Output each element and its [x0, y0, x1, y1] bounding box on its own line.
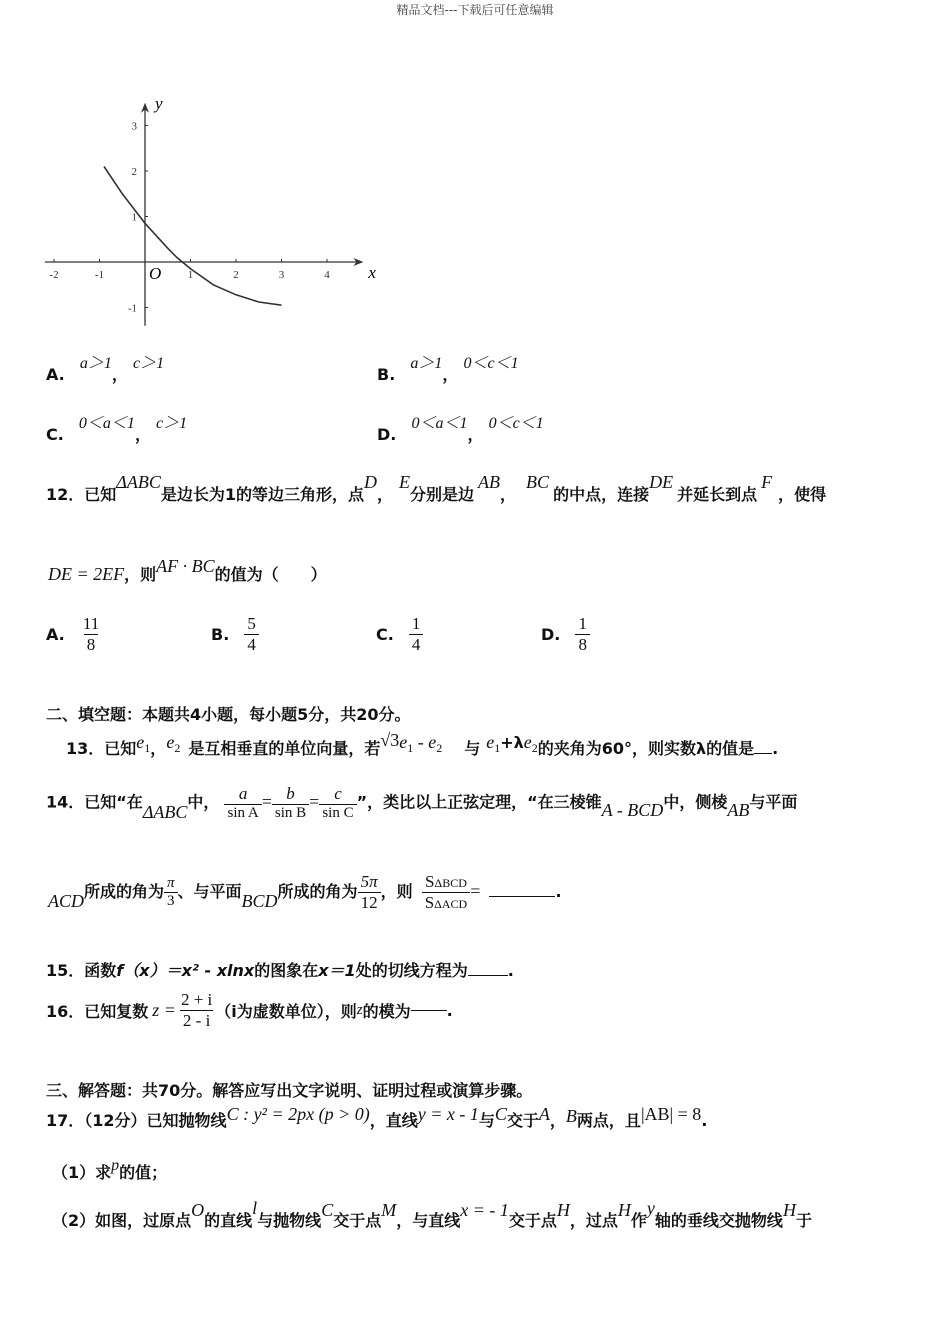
- function-graph: [30, 92, 390, 337]
- y-tick-label: 3: [131, 120, 137, 133]
- section-3-heading: 三、解答题：共70分。解答应写出文字说明、证明过程或演算步骤。: [46, 1081, 533, 1100]
- dot-product: AF · BC: [156, 556, 215, 576]
- y-tick-label: 2: [131, 166, 137, 178]
- q11-option-b[interactable]: B. a＞1， 0＜c＜1: [377, 355, 519, 384]
- option-letter: D.: [377, 425, 397, 444]
- q11-option-c[interactable]: C. 0＜a＜1， c＞1: [46, 415, 188, 444]
- option-part-2: c＞1: [156, 415, 188, 432]
- option-part-1: 0＜a＜1: [411, 415, 468, 432]
- q17-part-1: （1）求p的值；: [52, 1157, 168, 1182]
- option-letter: B.: [377, 365, 396, 384]
- answer-blank[interactable]: [489, 896, 555, 897]
- q17-part-2: （2）如图，过原点O的直线l与抛物线C交于点M，与直线x = - 1交于点H，过点H作y轴的垂线交抛物线H于: [52, 1198, 812, 1230]
- answer-blank[interactable]: [468, 975, 508, 976]
- page-header: 精品文档---下载后可任意编辑: [396, 3, 554, 17]
- option-part-2: 0＜c＜1: [488, 415, 544, 432]
- option-part-2: 0＜c＜1: [463, 355, 519, 372]
- x-tick-label: -2: [49, 269, 59, 281]
- graph-axes: [45, 103, 364, 326]
- origin-label: O: [149, 264, 162, 283]
- q12-option-a[interactable]: A. $\frac{11}{8}$: [46, 614, 100, 654]
- q14-line2: ACD所成的角为 $\frac{\pi}{3}$ 、与平面BCD所成的角为 $\frac{5\pi}{12}$ ，则 $\frac{\text{SΔBCD}}{\text{SΔACD}}$ = .: [48, 872, 562, 912]
- option-part-2: c＞1: [132, 355, 165, 372]
- option-part-1: 0＜a＜1: [78, 415, 135, 432]
- x-tick-label: 1: [187, 269, 194, 281]
- q16: 16．已知复数 z = $\frac{2 + i}{2 - i}$ （i为虚数单位），则z的模为 .: [46, 990, 453, 1030]
- q12-option-d[interactable]: D. $\frac{1}{8}$: [541, 614, 590, 655]
- x-tick-label: 4: [324, 269, 330, 281]
- q14-line1: 14．已知“在ΔABC中， $\frac{a}{\text{sin A}}$ = $\frac{b}{\text{sin B}}$ = $\frac{c}{\text{sin C}}$ ”，类比以上正弦定理，“在三棱锥A - BCD中，侧棱AB与平面: [46, 784, 798, 822]
- graph-ticks: [49, 121, 330, 315]
- triangle-symbol: ΔABC: [116, 472, 161, 492]
- q11-option-d[interactable]: D. 0＜a＜1， 0＜c＜1: [377, 415, 544, 444]
- parabola-equation: C : y² = 2px (p > 0): [226, 1104, 370, 1124]
- q12-option-c[interactable]: C. $\frac{1}{4}$: [376, 614, 423, 655]
- y-axis-label: y: [155, 93, 163, 113]
- x-tick-label: 3: [278, 269, 285, 281]
- option-letter: C.: [46, 425, 64, 444]
- option-part-1: a＞1: [79, 355, 112, 372]
- x-axis-label: x: [368, 263, 376, 282]
- option-letter: A.: [46, 365, 65, 384]
- x-tick-label: -1: [94, 269, 105, 281]
- q11-option-a[interactable]: A. a＞1， c＞1: [46, 355, 165, 384]
- section-2-heading: 二、填空题：本题共4小题，每小题5分，共20分。: [46, 705, 411, 724]
- condition: DE = 2EF: [48, 564, 125, 584]
- q12-stem-line1: 12．已知ΔABC是边长为1的等边三角形，点D，E分别是边AB，BC的中点，连接DE并延长到点F，使得: [46, 472, 827, 504]
- q12-option-b[interactable]: B. $\frac{5}{4}$: [211, 614, 259, 655]
- answer-blank[interactable]: [411, 1010, 447, 1011]
- y-tick-label: 1: [131, 211, 137, 224]
- q13: 13．已知e1，e2 是互相垂直的单位向量，若√3e1 - e2 与 e1+λe2的夹角为60°，则实数λ的值是 .: [66, 730, 779, 758]
- graph-curve: [104, 167, 282, 306]
- y-tick-label: -1: [127, 302, 137, 315]
- q12-stem-line2: DE = 2EF，则AF · BC的值为（ ）: [48, 556, 327, 584]
- answer-blank[interactable]: [754, 753, 772, 754]
- option-part-1: a＞1: [410, 355, 443, 372]
- q17-stem: 17．（12分）已知抛物线C : y² = 2px (p > 0)，直线y = x - 1与C交于A，B两点，且|AB| = 8.: [46, 1104, 708, 1130]
- x-tick-label: 2: [233, 269, 239, 281]
- q15: 15．函数f（x）＝x² - xlnx的图象在x＝1处的切线方程为 .: [46, 961, 514, 980]
